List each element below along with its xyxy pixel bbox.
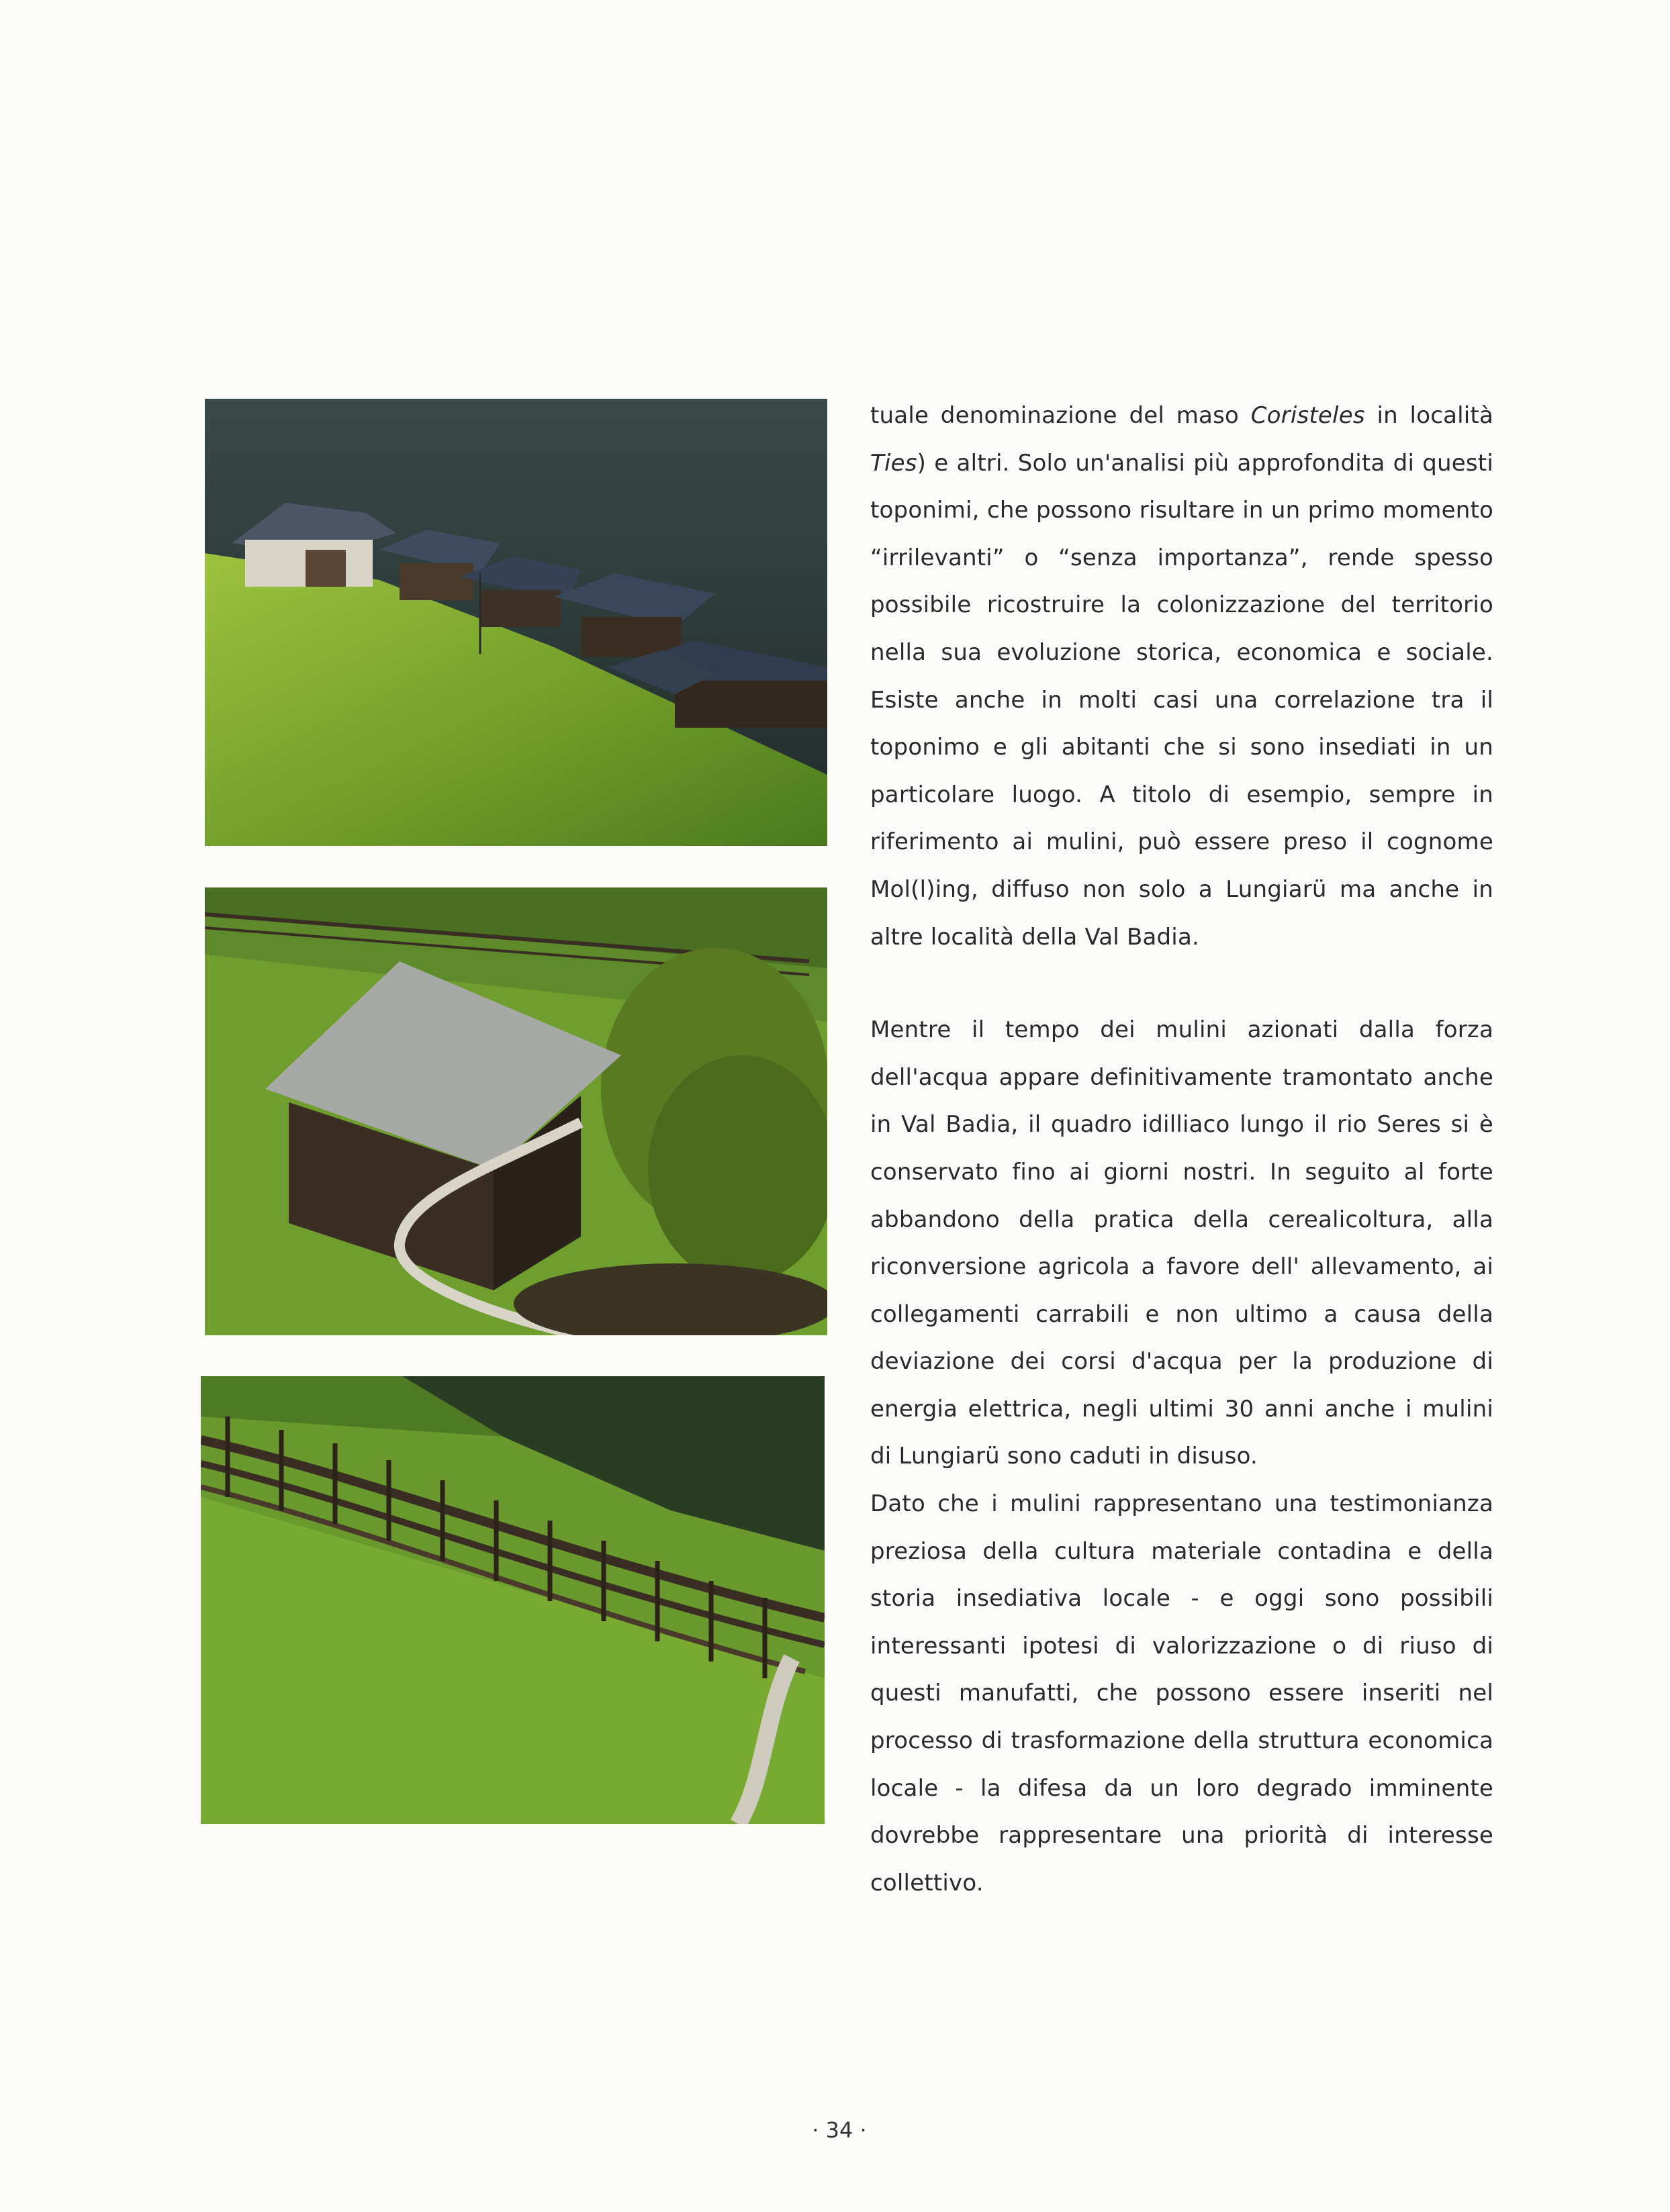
photo-fence-hillside xyxy=(201,1376,825,1824)
p1-text-c: ) e altri. Solo un'analisi più approfondita di questi toponimi, che possono risultare in un primo momento “irrilevanti” o “senza importanza”, rende spesso possibile ricostruire la colonizzazione del territorio nella sua evoluzione storica, economica e sociale. Esiste anche in molti casi una correlazione tra il toponimo e gli abitanti che si sono insediati in un particolare luogo. A titolo di esempio, sempre in riferimento ai mulini, può essere preso il cognome Mol(l)ing, diffuso non solo a Lungiarü ma anche in altre località della Val Badia. xyxy=(870,449,1493,951)
photo-farmhouses-meadow xyxy=(205,399,827,846)
farmhouses-illustration xyxy=(205,399,827,846)
paragraph-mills-decline: Mentre il tempo dei mulini azionati dalla forza dell'acqua appare definitivamente tramontato anche in Val Badia, il quadro idilliaco lungo il rio Seres si è conservato fino ai giorni nostri. In seguito al forte abbandono della pratica della cerealicoltura, alla riconversione agricola a favore dell' allevamento, ai collegamenti carrabili e non ultimo a causa della deviazione dei corsi d'acqua per la produzione di energia elettrica, negli ultimi 30 anni anche i mulini di Lungiarü sono caduti in disuso. xyxy=(870,1016,1493,1470)
mill-hut-illustration xyxy=(205,887,827,1335)
p1-italic-coristeles: Coristeles xyxy=(1250,402,1365,429)
photo-mill-hut xyxy=(205,887,827,1335)
paragraph-mills-preservation: Dato che i mulini rappresentano una testimonianza preziosa della cultura materiale contadina e della storia insediativa locale - e oggi sono possibili interessanti ipotesi di valorizzazione o di riuso di questi manufatti, che possono essere inseriti nel processo di trasformazione della struttura economica locale - la difesa da un loro degrado imminente dovrebbe rappresentare una priorità di interesse collettivo. xyxy=(870,1490,1493,1896)
p1-text-a: tuale denominazione del maso xyxy=(870,402,1251,429)
body-text-column xyxy=(870,392,1493,1907)
p1-text-b: in località xyxy=(1364,402,1493,429)
p1-italic-ties: Ties xyxy=(870,449,917,477)
page-number: · 34 · xyxy=(812,2117,867,2143)
fence-hillside-illustration xyxy=(201,1376,825,1824)
paragraph-toponyms xyxy=(870,392,1493,961)
